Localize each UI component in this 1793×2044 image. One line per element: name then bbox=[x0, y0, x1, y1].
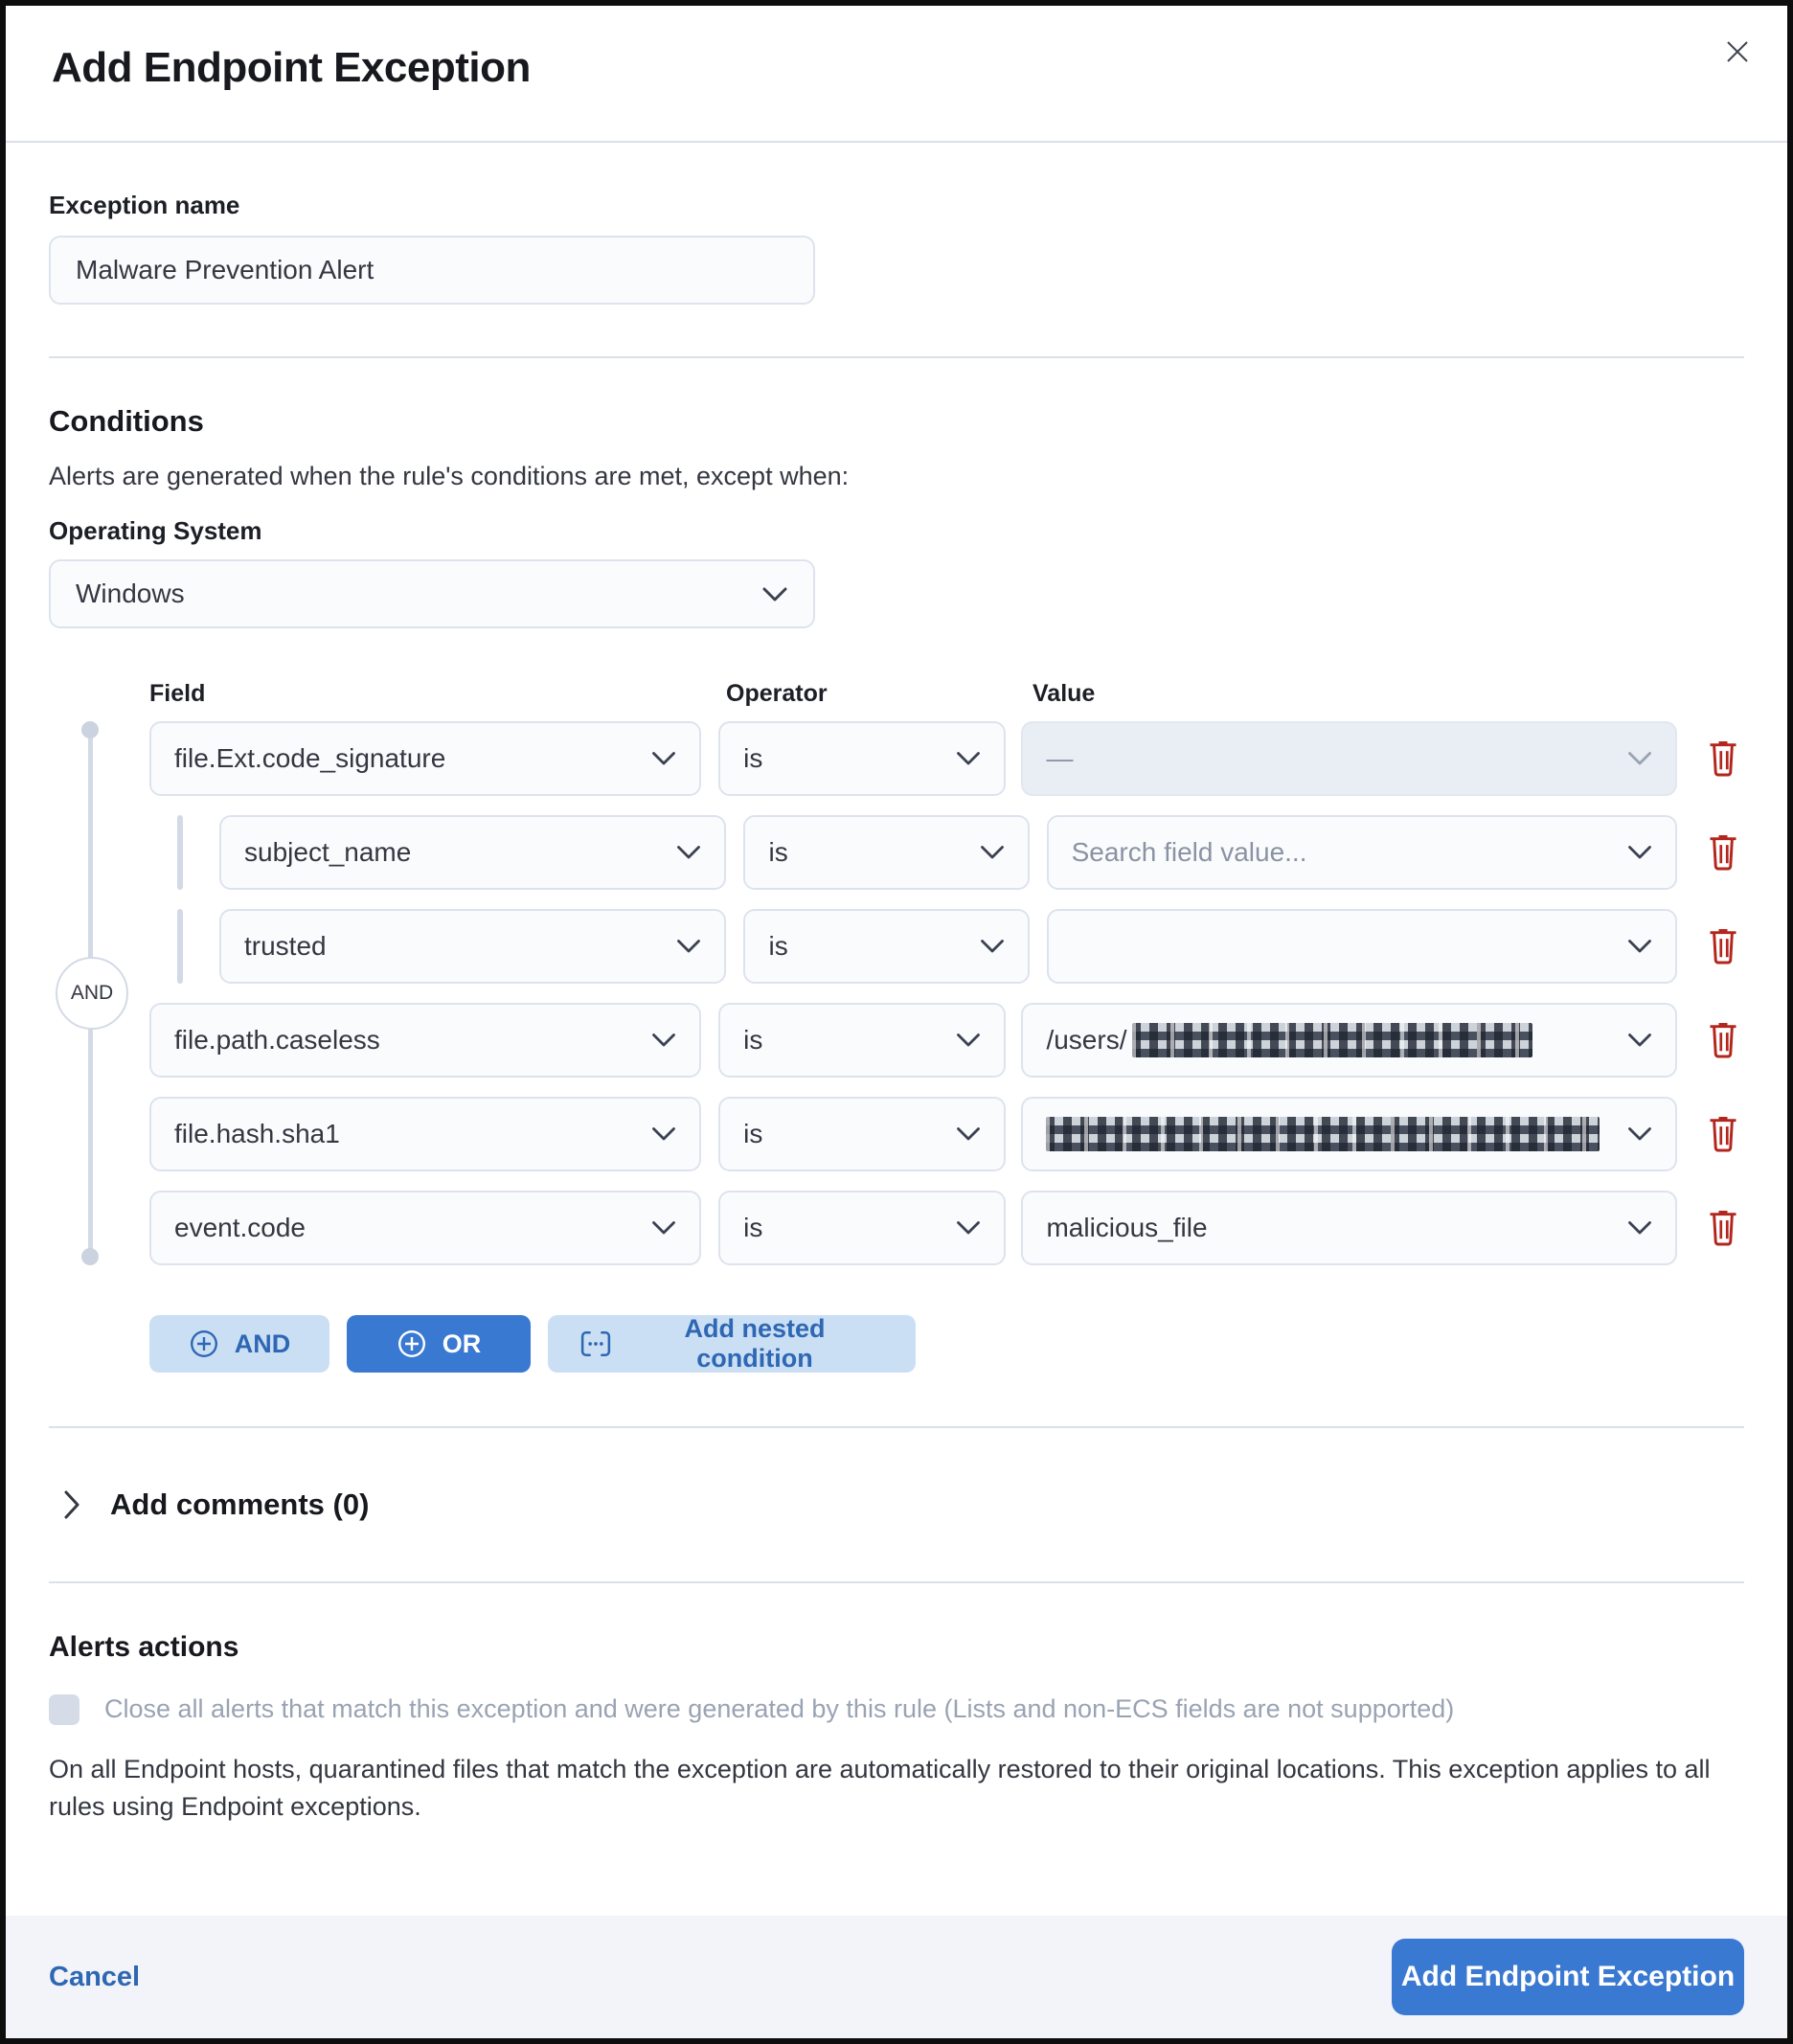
trash-icon bbox=[1706, 833, 1740, 872]
delete-condition-button[interactable] bbox=[1702, 736, 1744, 782]
condition-row-3-nested bbox=[219, 909, 1744, 984]
delete-condition-button[interactable] bbox=[1702, 1205, 1744, 1251]
operating-system-select[interactable] bbox=[49, 559, 815, 628]
trash-icon bbox=[1706, 927, 1740, 965]
chevron-down-icon bbox=[956, 1033, 981, 1048]
close-alerts-checkbox bbox=[49, 1694, 79, 1725]
chevron-down-icon bbox=[1627, 1126, 1652, 1142]
operator-select[interactable] bbox=[743, 909, 1029, 984]
add-comments-accordion[interactable] bbox=[49, 1488, 1744, 1522]
value-combobox[interactable] bbox=[1021, 1097, 1677, 1171]
operator-select[interactable] bbox=[718, 1097, 1006, 1171]
operator-value: is bbox=[768, 931, 788, 961]
chevron-down-icon bbox=[676, 845, 701, 860]
chevron-down-icon bbox=[651, 1033, 676, 1048]
condition-row-4 bbox=[149, 1003, 1744, 1078]
value-combobox[interactable] bbox=[1047, 815, 1677, 890]
field-column-label: Field bbox=[149, 680, 206, 707]
value-placeholder: Search field value... bbox=[1071, 837, 1307, 867]
conditions-description: Alerts are generated when the rule's conditions are met, except when: bbox=[49, 462, 850, 490]
or-button-label: OR bbox=[442, 1329, 482, 1358]
section-divider bbox=[49, 1426, 1744, 1428]
operator-column-label: Operator bbox=[726, 680, 828, 707]
trash-icon bbox=[1706, 739, 1740, 778]
close-button[interactable] bbox=[1716, 31, 1759, 73]
add-comments-label: Add comments (0) bbox=[110, 1488, 370, 1521]
chevron-down-icon bbox=[980, 845, 1005, 860]
field-select[interactable] bbox=[219, 909, 726, 984]
chevron-down-icon bbox=[980, 939, 1005, 954]
condition-row-2-nested bbox=[219, 815, 1744, 890]
field-select[interactable] bbox=[149, 1097, 701, 1171]
redacted-value bbox=[1132, 1023, 1532, 1057]
section-divider bbox=[49, 356, 1744, 358]
field-select[interactable] bbox=[219, 815, 726, 890]
operator-value: is bbox=[743, 743, 763, 773]
add-nested-condition-button[interactable] bbox=[548, 1315, 916, 1373]
chevron-down-icon bbox=[1627, 845, 1652, 860]
field-value: file.Ext.code_signature bbox=[174, 743, 446, 773]
chevron-down-icon bbox=[676, 939, 701, 954]
endpoint-exception-note: On all Endpoint hosts, quarantined files that match the exception are automatically restored to their original locations. This exception applies to all rules using Endpoint exceptions. bbox=[49, 1755, 1711, 1822]
plus-circle-icon bbox=[189, 1329, 219, 1359]
field-select[interactable] bbox=[149, 721, 701, 796]
builder-column-labels bbox=[49, 680, 1744, 708]
add-and-button[interactable] bbox=[149, 1315, 329, 1373]
add-endpoint-exception-button[interactable]: Add Endpoint Exception bbox=[1392, 1939, 1744, 2015]
add-or-button[interactable] bbox=[347, 1315, 531, 1373]
operator-select[interactable] bbox=[718, 1003, 1006, 1078]
value-column-label: Value bbox=[1033, 680, 1096, 707]
condition-builder bbox=[49, 680, 1744, 1373]
field-value: file.hash.sha1 bbox=[174, 1119, 340, 1148]
operating-system-label: Operating System bbox=[49, 516, 262, 545]
value-text: malicious_file bbox=[1046, 1213, 1208, 1242]
modal-footer bbox=[6, 1916, 1787, 2038]
close-icon bbox=[1722, 36, 1753, 67]
operating-system-value: Windows bbox=[76, 579, 185, 608]
operator-select[interactable] bbox=[743, 815, 1029, 890]
chevron-down-icon bbox=[956, 1126, 981, 1142]
condition-rows bbox=[49, 721, 1744, 1265]
modal-header bbox=[6, 6, 1787, 141]
delete-condition-button[interactable] bbox=[1702, 829, 1744, 875]
operator-value: is bbox=[743, 1119, 763, 1148]
conditions-heading: Conditions bbox=[49, 404, 204, 438]
exception-name-label: Exception name bbox=[49, 191, 240, 219]
builder-buttons bbox=[49, 1315, 1744, 1373]
value-combobox[interactable] bbox=[1047, 909, 1677, 984]
operator-value: is bbox=[743, 1025, 763, 1055]
field-value: trusted bbox=[244, 931, 327, 961]
condition-row-6 bbox=[149, 1191, 1744, 1265]
chevron-down-icon bbox=[1627, 751, 1652, 766]
cancel-button[interactable]: Cancel bbox=[49, 1961, 141, 1992]
chevron-down-icon bbox=[761, 586, 788, 602]
and-button-label: AND bbox=[234, 1329, 291, 1358]
condition-row-5 bbox=[149, 1097, 1744, 1171]
field-select[interactable] bbox=[149, 1003, 701, 1078]
chevron-right-icon bbox=[62, 1488, 81, 1521]
close-alerts-checkbox-label: Close all alerts that match this exception and were generated by this rule (Lists and non-ECS fields are not supported) bbox=[104, 1694, 1455, 1723]
condition-row-1 bbox=[149, 721, 1744, 796]
exception-name-input[interactable] bbox=[49, 236, 815, 305]
delete-condition-button[interactable] bbox=[1702, 1111, 1744, 1157]
and-connector-badge: AND bbox=[56, 957, 128, 1030]
field-value: event.code bbox=[174, 1213, 306, 1242]
delete-condition-button[interactable] bbox=[1702, 1017, 1744, 1063]
nested-brackets-icon bbox=[580, 1330, 611, 1357]
chevron-down-icon bbox=[1627, 939, 1652, 954]
delete-condition-button[interactable] bbox=[1702, 923, 1744, 969]
section-divider bbox=[49, 1581, 1744, 1583]
modal-body bbox=[6, 191, 1787, 1826]
chevron-down-icon bbox=[651, 1220, 676, 1236]
chevron-down-icon bbox=[651, 751, 676, 766]
value-select-disabled bbox=[1021, 721, 1677, 796]
chevron-down-icon bbox=[956, 751, 981, 766]
value-text: /users/ bbox=[1046, 1025, 1127, 1055]
operator-value: is bbox=[743, 1213, 763, 1242]
close-alerts-checkbox-row bbox=[49, 1692, 1744, 1726]
value-combobox[interactable] bbox=[1021, 1191, 1677, 1265]
connector-dot-bottom bbox=[81, 1248, 99, 1265]
chevron-down-icon bbox=[1627, 1220, 1652, 1236]
operator-select[interactable] bbox=[718, 721, 1006, 796]
value-text: — bbox=[1046, 743, 1074, 773]
plus-circle-icon bbox=[397, 1329, 427, 1359]
modal-title: Add Endpoint Exception bbox=[52, 44, 531, 91]
chevron-down-icon bbox=[956, 1220, 981, 1236]
field-value: file.path.caseless bbox=[174, 1025, 380, 1055]
field-value: subject_name bbox=[244, 837, 412, 867]
operator-value: is bbox=[768, 837, 788, 867]
trash-icon bbox=[1706, 1209, 1740, 1247]
field-select[interactable] bbox=[149, 1191, 701, 1265]
connector-dot-top bbox=[81, 721, 99, 738]
nested-button-label: Add nested condition bbox=[684, 1314, 826, 1373]
value-combobox[interactable] bbox=[1021, 1003, 1677, 1078]
trash-icon bbox=[1706, 1115, 1740, 1153]
chevron-down-icon bbox=[1627, 1033, 1652, 1048]
redacted-value bbox=[1046, 1117, 1600, 1151]
alerts-actions-heading: Alerts actions bbox=[49, 1631, 239, 1663]
trash-icon bbox=[1706, 1021, 1740, 1059]
chevron-down-icon bbox=[651, 1126, 676, 1142]
operator-select[interactable] bbox=[718, 1191, 1006, 1265]
header-divider bbox=[6, 141, 1787, 143]
